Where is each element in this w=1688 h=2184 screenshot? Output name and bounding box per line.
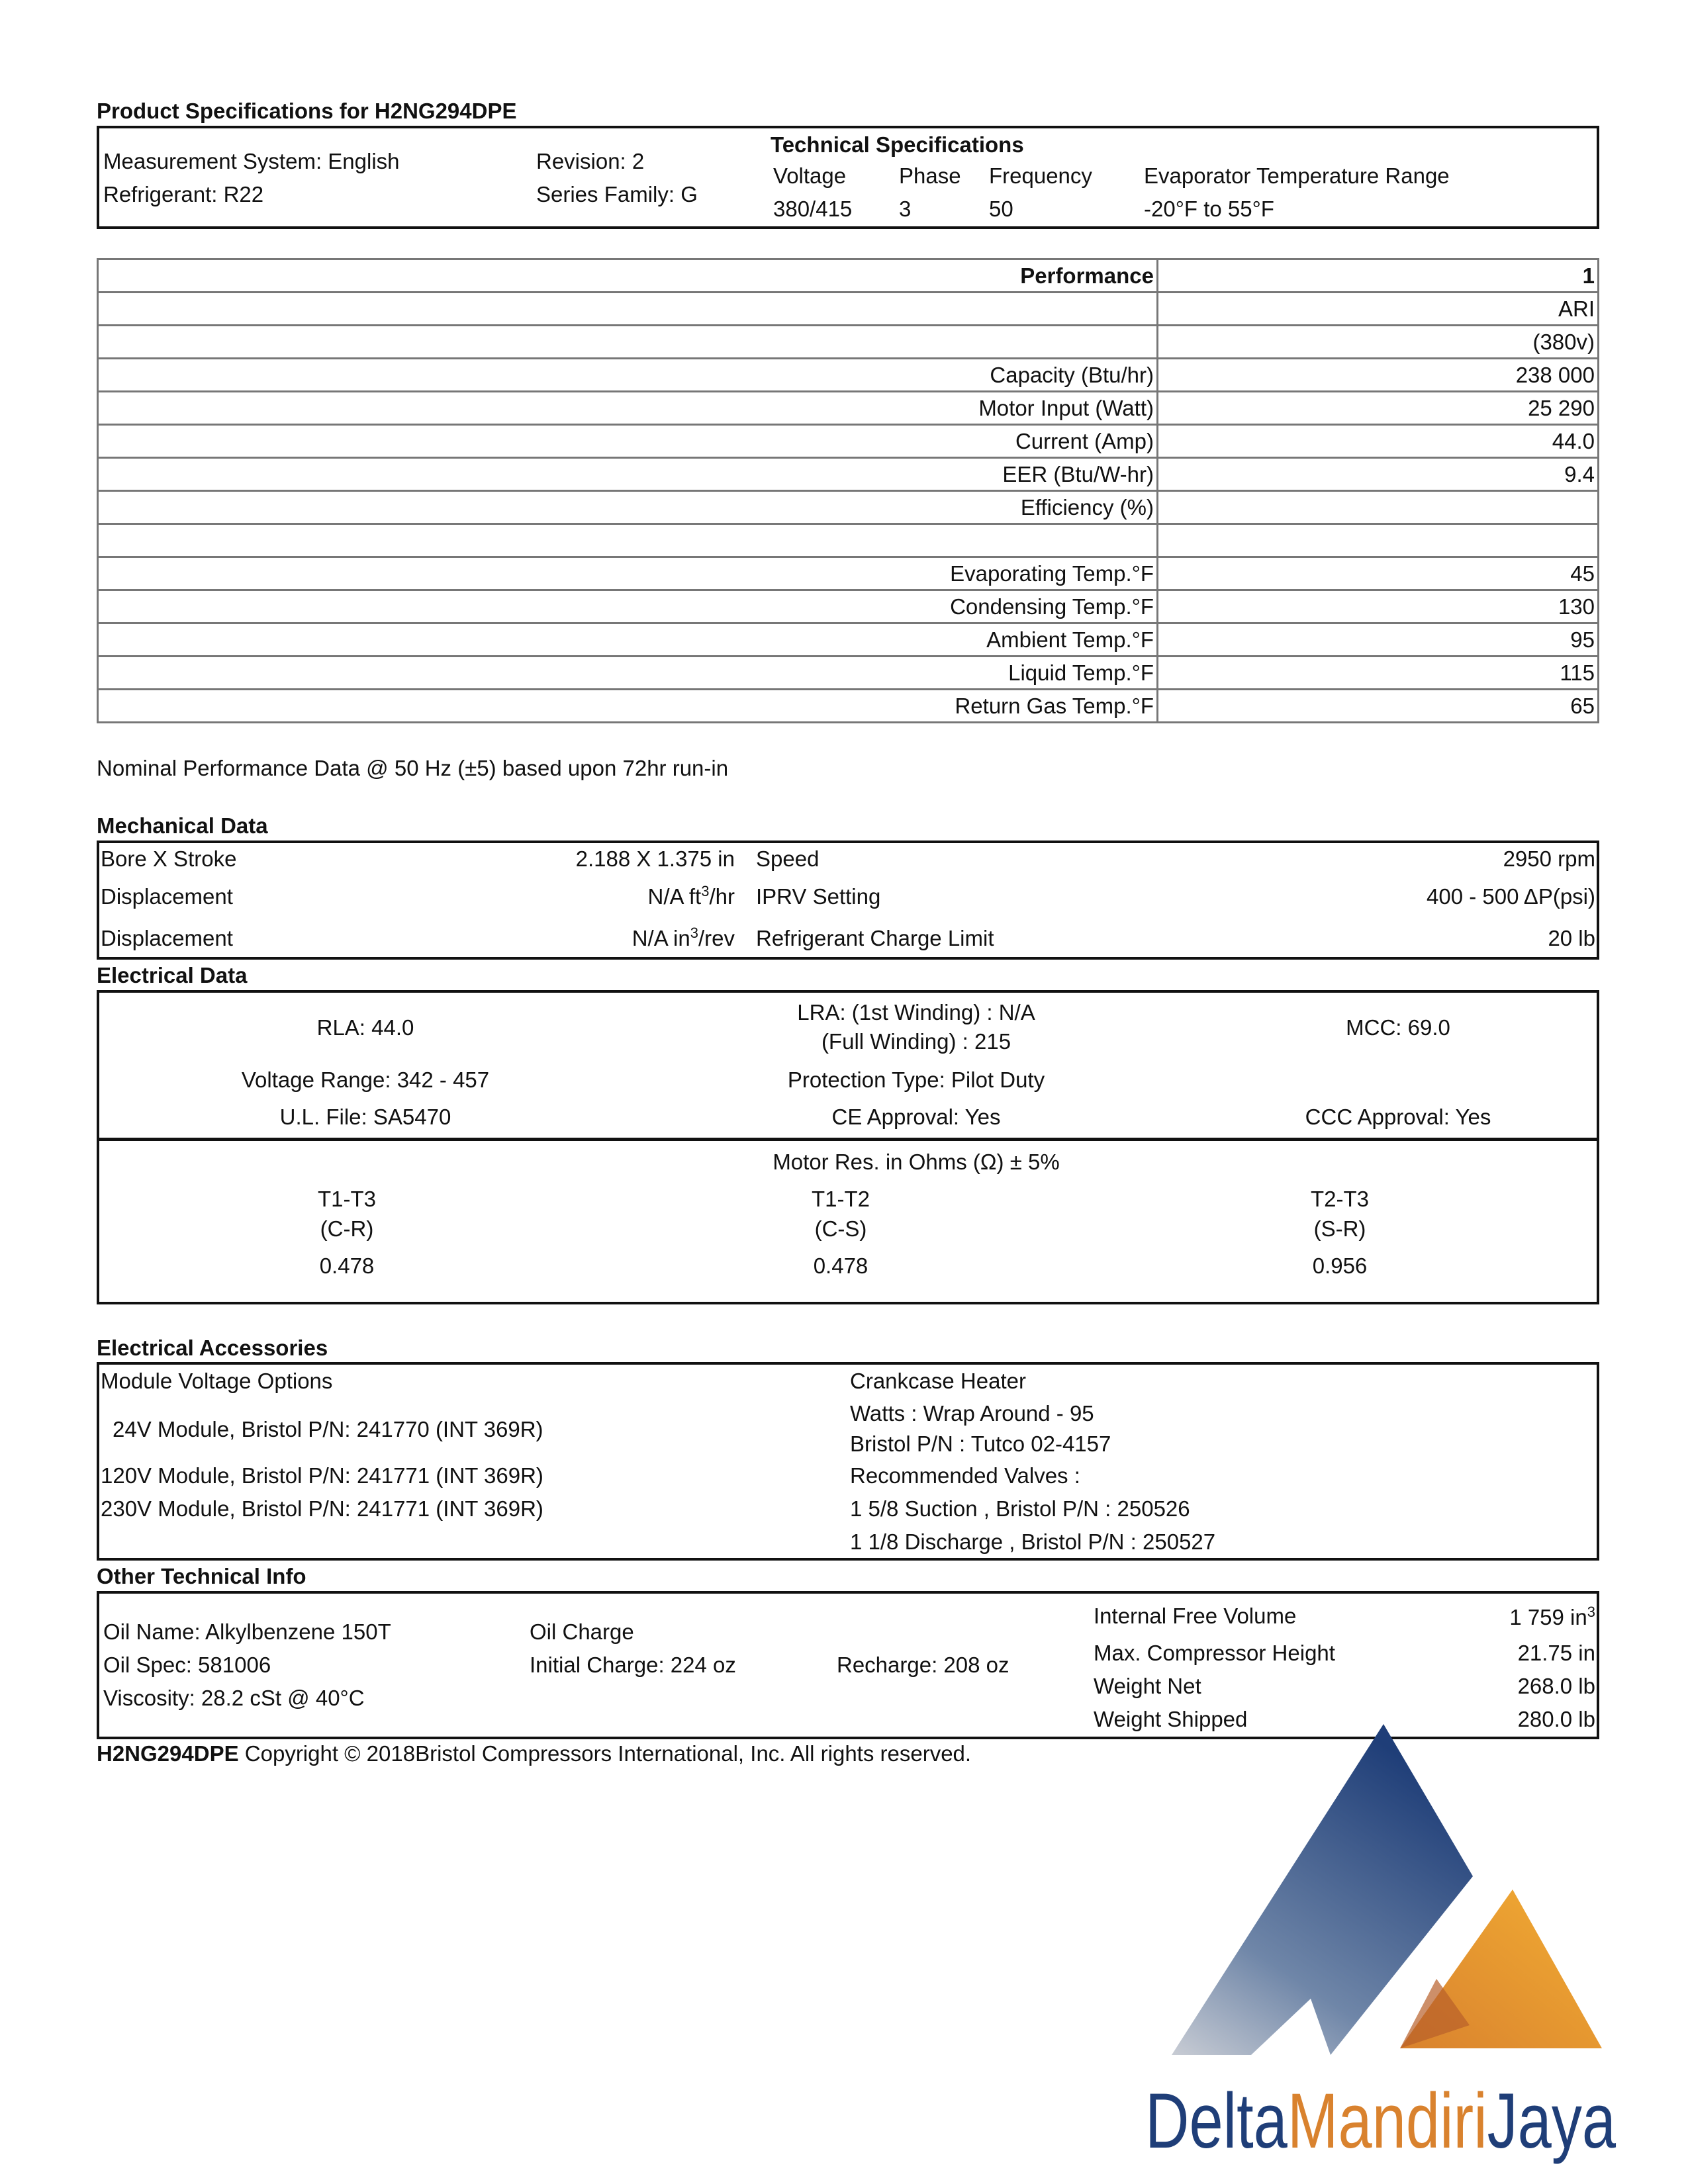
performance-label: Motor Input (Watt) xyxy=(98,392,1158,425)
performance-row xyxy=(98,326,1599,359)
tech-spec-title: Technical Specifications xyxy=(771,132,1024,157)
module-24v: 24V Module, Bristol P/N: 241770 (INT 369R) xyxy=(113,1417,543,1441)
performance-label: Current (Amp) xyxy=(98,425,1158,458)
res-value: 0.478 xyxy=(813,1253,868,1278)
voltage-value: 380/415 xyxy=(773,197,853,221)
performance-value: 25 290 xyxy=(1158,392,1599,425)
phase-value: 3 xyxy=(899,197,912,221)
lra-1st-winding: LRA: (1st Winding) : N/A xyxy=(797,1000,1035,1024)
suction-valve: 1 5/8 Suction , Bristol P/N : 250526 xyxy=(850,1496,1190,1521)
mcc: MCC: 69.0 xyxy=(1346,1015,1450,1040)
performance-row xyxy=(98,557,1599,590)
logo-wordmark: DeltaMandiriJaya xyxy=(1145,2077,1617,2165)
frequency-label: Frequency xyxy=(989,163,1092,188)
performance-value: 238 000 xyxy=(1158,359,1599,392)
performance-table xyxy=(97,258,1599,723)
refrigerant: Refrigerant: R22 xyxy=(103,182,264,206)
performance-row xyxy=(98,359,1599,392)
measurement-system: Measurement System: English xyxy=(103,149,400,173)
bore-label: Bore X Stroke xyxy=(101,846,237,871)
performance-value: 1 xyxy=(1158,259,1599,293)
discharge-valve: 1 1/8 Discharge , Bristol P/N : 250527 xyxy=(850,1529,1216,1554)
ce-approval: CE Approval: Yes xyxy=(831,1105,1001,1129)
charge-limit-value: 20 lb xyxy=(1548,926,1595,950)
viscosity: Viscosity: 28.2 cSt @ 40°C xyxy=(103,1686,365,1710)
oil-spec: Oil Spec: 581006 xyxy=(103,1653,271,1677)
performance-value: 45 xyxy=(1158,557,1599,590)
max-height-label: Max. Compressor Height xyxy=(1094,1641,1335,1665)
revision: Revision: 2 xyxy=(536,149,645,173)
evap-range-value: -20°F to 55°F xyxy=(1144,197,1274,221)
max-height-value: 21.75 in xyxy=(1517,1641,1595,1665)
res-value: 0.478 xyxy=(319,1253,375,1278)
weight-net-label: Weight Net xyxy=(1094,1674,1201,1698)
displacement-value-1: N/A $ft^3/hr$ xyxy=(647,883,735,909)
performance-label: Capacity (Btu/hr) xyxy=(98,359,1158,392)
performance-label: Efficiency (%) xyxy=(98,491,1158,524)
module-120v: 120V Module, Bristol P/N: 241771 (INT 369R) xyxy=(101,1463,543,1488)
performance-label: Liquid Temp.°F xyxy=(98,657,1158,690)
rla: RLA: 44.0 xyxy=(316,1015,414,1040)
performance-label: Return Gas Temp.°F xyxy=(98,690,1158,723)
module-title: Module Voltage Options xyxy=(101,1369,333,1393)
performance-row xyxy=(98,524,1599,557)
performance-row xyxy=(98,392,1599,425)
performance-label: Evaporating Temp.°F xyxy=(98,557,1158,590)
heater-part-number: Bristol P/N : Tutco 02-4157 xyxy=(850,1432,1111,1456)
oil-name: Oil Name: Alkylbenzene 150T xyxy=(103,1619,391,1644)
initial-charge: Initial Charge: 224 oz xyxy=(530,1653,736,1677)
other-info-title: Other Technical Info xyxy=(97,1564,306,1588)
protection-type: Protection Type: Pilot Duty xyxy=(787,1068,1045,1092)
performance-row xyxy=(98,458,1599,491)
iprv-value: 400 - 500 ΔP(psi) xyxy=(1426,884,1595,909)
iprv-label: IPRV Setting xyxy=(756,884,881,909)
performance-row xyxy=(98,690,1599,723)
module-230v: 230V Module, Bristol P/N: 241771 (INT 369R) xyxy=(101,1496,543,1521)
performance-label: Condensing Temp.°F xyxy=(98,590,1158,623)
mechanical-title: Mechanical Data xyxy=(97,813,268,838)
res-pair: T2-T3 xyxy=(1310,1187,1369,1211)
performance-value: 9.4 xyxy=(1158,458,1599,491)
recharge: Recharge: 208 oz xyxy=(837,1653,1009,1677)
performance-label xyxy=(98,524,1158,557)
performance-value xyxy=(1158,524,1599,557)
evap-range-label: Evaporator Temperature Range xyxy=(1144,163,1450,188)
heater-watts: Watts : Wrap Around - 95 xyxy=(850,1401,1094,1426)
accessories-title: Electrical Accessories xyxy=(97,1336,328,1360)
speed-value: 2950 rpm xyxy=(1503,846,1595,871)
performance-row xyxy=(98,491,1599,524)
ccc-approval: CCC Approval: Yes xyxy=(1305,1105,1491,1129)
ul-file: U.L. File: SA5470 xyxy=(279,1105,451,1129)
performance-row xyxy=(98,293,1599,326)
crankcase-heater-title: Crankcase Heater xyxy=(850,1369,1026,1393)
performance-row xyxy=(98,590,1599,623)
performance-row xyxy=(98,623,1599,657)
series-family: Series Family: G xyxy=(536,182,698,206)
performance-row xyxy=(98,425,1599,458)
charge-limit-label: Refrigerant Charge Limit xyxy=(756,926,994,950)
res-code: (C-R) xyxy=(320,1216,374,1241)
performance-value xyxy=(1158,491,1599,524)
electrical-divider xyxy=(97,1138,1599,1141)
voltage-label: Voltage xyxy=(773,163,847,188)
performance-label: Performance xyxy=(98,259,1158,293)
performance-value: 130 xyxy=(1158,590,1599,623)
performance-label: Ambient Temp.°F xyxy=(98,623,1158,657)
electrical-title: Electrical Data xyxy=(97,963,248,987)
res-pair: T1-T3 xyxy=(317,1187,376,1211)
performance-value: 95 xyxy=(1158,623,1599,657)
speed-label: Speed xyxy=(756,846,820,871)
displacement-label-2: Displacement xyxy=(101,926,233,950)
performance-label xyxy=(98,293,1158,326)
res-code: (S-R) xyxy=(1313,1216,1366,1241)
phase-label: Phase xyxy=(899,163,961,188)
performance-value: 44.0 xyxy=(1158,425,1599,458)
valves-title: Recommended Valves : xyxy=(850,1463,1080,1488)
weight-shipped-value: 280.0 lb xyxy=(1517,1707,1595,1731)
footer-copyright: H2NG294DPE Copyright © 2018Bristol Compressors International, Inc. All rights reserved. xyxy=(97,1741,972,1766)
performance-label: EER (Btu/W-hr) xyxy=(98,458,1158,491)
performance-note: Nominal Performance Data @ 50 Hz (±5) based upon 72hr run-in xyxy=(97,756,729,780)
displacement-label-1: Displacement xyxy=(101,884,233,909)
motor-res-title: Motor Res. in Ohms (Ω) ± 5% xyxy=(773,1150,1060,1174)
performance-row xyxy=(98,657,1599,690)
performance-row xyxy=(98,259,1599,293)
res-code: (C-S) xyxy=(814,1216,867,1241)
weight-shipped-label: Weight Shipped xyxy=(1094,1707,1248,1731)
performance-value: (380v) xyxy=(1158,326,1599,359)
oil-charge-title: Oil Charge xyxy=(530,1619,634,1644)
res-pair: T1-T2 xyxy=(811,1187,870,1211)
performance-value: ARI xyxy=(1158,293,1599,326)
weight-net-value: 268.0 lb xyxy=(1517,1674,1595,1698)
performance-value: 115 xyxy=(1158,657,1599,690)
performance-label xyxy=(98,326,1158,359)
res-value: 0.956 xyxy=(1312,1253,1368,1278)
bore-value: 2.188 X 1.375 in xyxy=(575,846,735,871)
displacement-value-2: N/A $in^3$/rev xyxy=(632,925,735,950)
page-title: Product Specifications for H2NG294DPE xyxy=(97,99,517,123)
delta-mandiri-jaya-logo-icon xyxy=(1152,1714,1628,2058)
voltage-range: Voltage Range: 342 - 457 xyxy=(241,1068,490,1092)
lra-full-winding: (Full Winding) : 215 xyxy=(821,1029,1011,1054)
performance-value: 65 xyxy=(1158,690,1599,723)
internal-free-volume-label: Internal Free Volume xyxy=(1094,1604,1297,1628)
frequency-value: 50 xyxy=(989,197,1013,221)
internal-free-volume-value: 1 759 $in^3$ xyxy=(1509,1604,1595,1629)
